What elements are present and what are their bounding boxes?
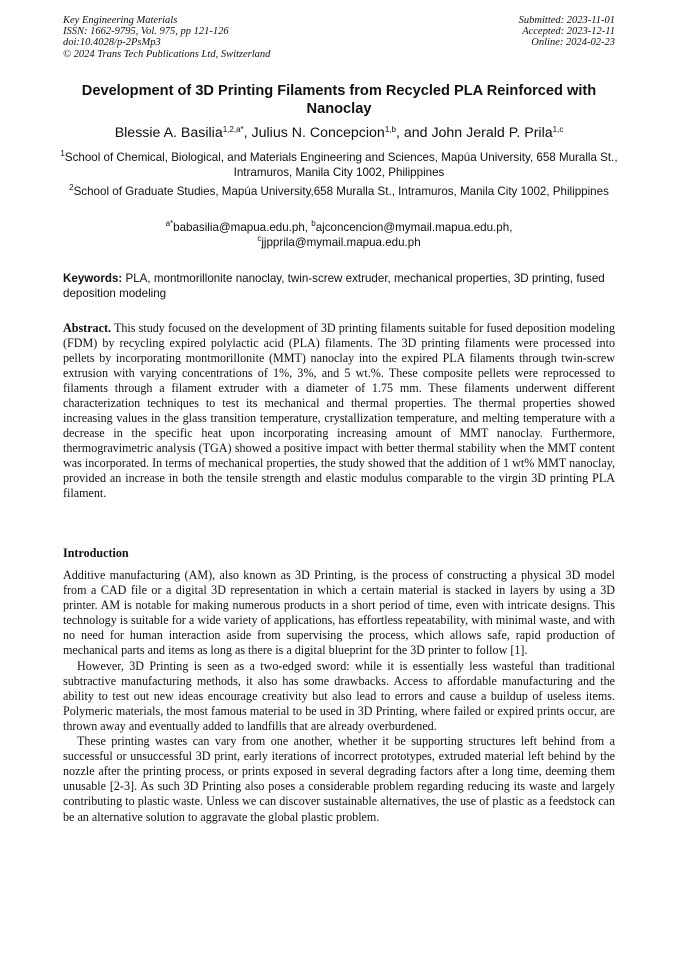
email-address[interactable]: ajconcencion@mymail.mapua.edu.ph, <box>315 221 513 234</box>
keywords <box>63 271 615 301</box>
paragraph: However, 3D Printing is seen as a two-edged sword: while it is essentially less wasteful than traditional subtractive manufacturing methods, it also has some drawbacks. Access to affordable manufacturing and the ability to test out new ideas encourage creativity but also lead to errors and cause a buildup of useless items. Polymeric materials, the most famous material to be used in 3D Printing, where failed or expired prints occur, are thrown away and eventually added to landfills that are already overburdened. <box>63 658 615 733</box>
affiliation-marker: 2 <box>69 183 74 192</box>
publication-dates <box>519 15 615 49</box>
email-marker: b <box>311 219 316 228</box>
author-name: Blessie A. Basilia <box>114 125 223 141</box>
affiliation-marker: 1 <box>60 149 65 158</box>
copyright-line: © 2024 Trans Tech Publications Ltd, Switzerland <box>63 48 271 60</box>
author-list <box>40 124 638 142</box>
keywords-label: Keywords: <box>63 272 123 285</box>
issn-line: ISSN: 1662-9795, Vol. 975, pp 121-126 <box>63 26 229 38</box>
email-block <box>60 220 618 250</box>
online-date: Online: 2024-02-23 <box>531 37 615 49</box>
author-affiliation-marker: 1,2,a* <box>222 125 244 134</box>
journal-info <box>63 15 270 60</box>
paper-title: Development of 3D Printing Filaments from Recycled PLA Reinforced with Nanoclay <box>81 83 597 117</box>
author-separator: , and <box>395 125 432 141</box>
paragraph: These printing wastes can vary from one another, whether it be supporting structures left behind from a successful or unsuccessful 3D print, early iterations of incorrect prototypes, extruded material left behind by the nozzle after the printing process, or prints exposed in several degrading factors after a long time, deeming them unusable [2-3]. As such 3D Printing also poses a considerable problem regarding reducing its waste and largely contributing to plastic waste. Unless we can discover sustainable alternatives, the use of plastic as a feedstock can be an alternative solution to aggravate the global plastic problem. <box>63 734 615 824</box>
email-marker: c <box>257 234 262 243</box>
introduction-body <box>63 568 615 825</box>
paragraph: Additive manufacturing (AM), also known as 3D Printing, is the process of constructing a physical 3D model from a CAD file or a digital 3D representation in which a certain material is stacked in layers by using a 3D printer. AM is notable for making numerous products in a short period of time, even with intricate designs. This technology is suitable for a wide variety of applications, has effortless repeatability, with minimal waste, and with no need for human interaction aside from supervising the process, which allows safe, rapid production of mechanical parts and items as long as there is a digital blueprint for the 3D printer to follow [1]. <box>63 568 615 658</box>
journal-name: Key Engineering Materials <box>63 15 178 26</box>
affiliation-1 <box>60 150 618 180</box>
email-address[interactable]: jjpprila@mymail.mapua.edu.ph <box>261 236 421 249</box>
section-heading-introduction: Introduction <box>63 546 129 560</box>
author-affiliation-marker: 1,b <box>384 125 396 134</box>
affiliation-2 <box>60 184 618 199</box>
submitted-date: Submitted: 2023-11-01 <box>518 15 615 26</box>
author-name: Julius N. Concepcion <box>251 125 385 141</box>
email-marker: a* <box>165 219 174 228</box>
author-name: John Jerald P. Prila <box>431 125 553 141</box>
abstract <box>63 321 615 501</box>
email-address[interactable]: babasilia@mapua.edu.ph, <box>173 221 312 234</box>
affiliation-text: School of Chemical, Biological, and Materials Engineering and Sciences, Mapúa University, 658 Muralla St., Intramuros, Manila City 1002, Philippines <box>64 151 618 179</box>
accepted-date: Accepted: 2023-12-11 <box>522 26 615 38</box>
affiliation-text: School of Graduate Studies, Mapúa University,658 Muralla St., Intramuros, Manila City 1002, Philippines <box>73 185 609 198</box>
author-affiliation-marker: 1,c <box>552 125 564 134</box>
author-separator: , <box>243 125 252 141</box>
keywords-text: PLA, montmorillonite nanoclay, twin-screw extruder, mechanical properties, 3D printing, fused deposition modeling <box>63 272 605 300</box>
doi-line: doi:10.4028/p-2PsMp3 <box>63 37 161 49</box>
abstract-text: This study focused on the development of 3D printing filaments suitable for fused deposition modeling (FDM) by recycling expired polylactic acid (PLA) filaments. The 3D printing filaments were processed into pellets by incorporating montmorillonite (MMT) nanoclay into the expired PLA filaments through twin-screw extrusion with varying concentrations of 1%, 3%, and 5 wt.%. These composite pellets were reprocessed to filaments through a filament extruder with a diameter of 1.75 mm. These filaments underwent different characterization techniques to test its mechanical and thermal properties. The thermal properties showed increasing values in the glass transition temperature, crystallization temperature, and melting temperature with a decrease in the specific heat upon incorporating increasing amount of MMT nanoclay. Furthermore, thermogravimetric analysis (TGA) showed a positive impact with better thermal stability when the MMT content was incorporated. In terms of mechanical properties, the study showed that the addition of 1 wt% MMT nanoclay, provided an increase in both the tensile strength and elastic modulus comparable to the virgin 3D printing PLA filament. <box>63 321 615 500</box>
abstract-label: Abstract. <box>63 321 112 335</box>
